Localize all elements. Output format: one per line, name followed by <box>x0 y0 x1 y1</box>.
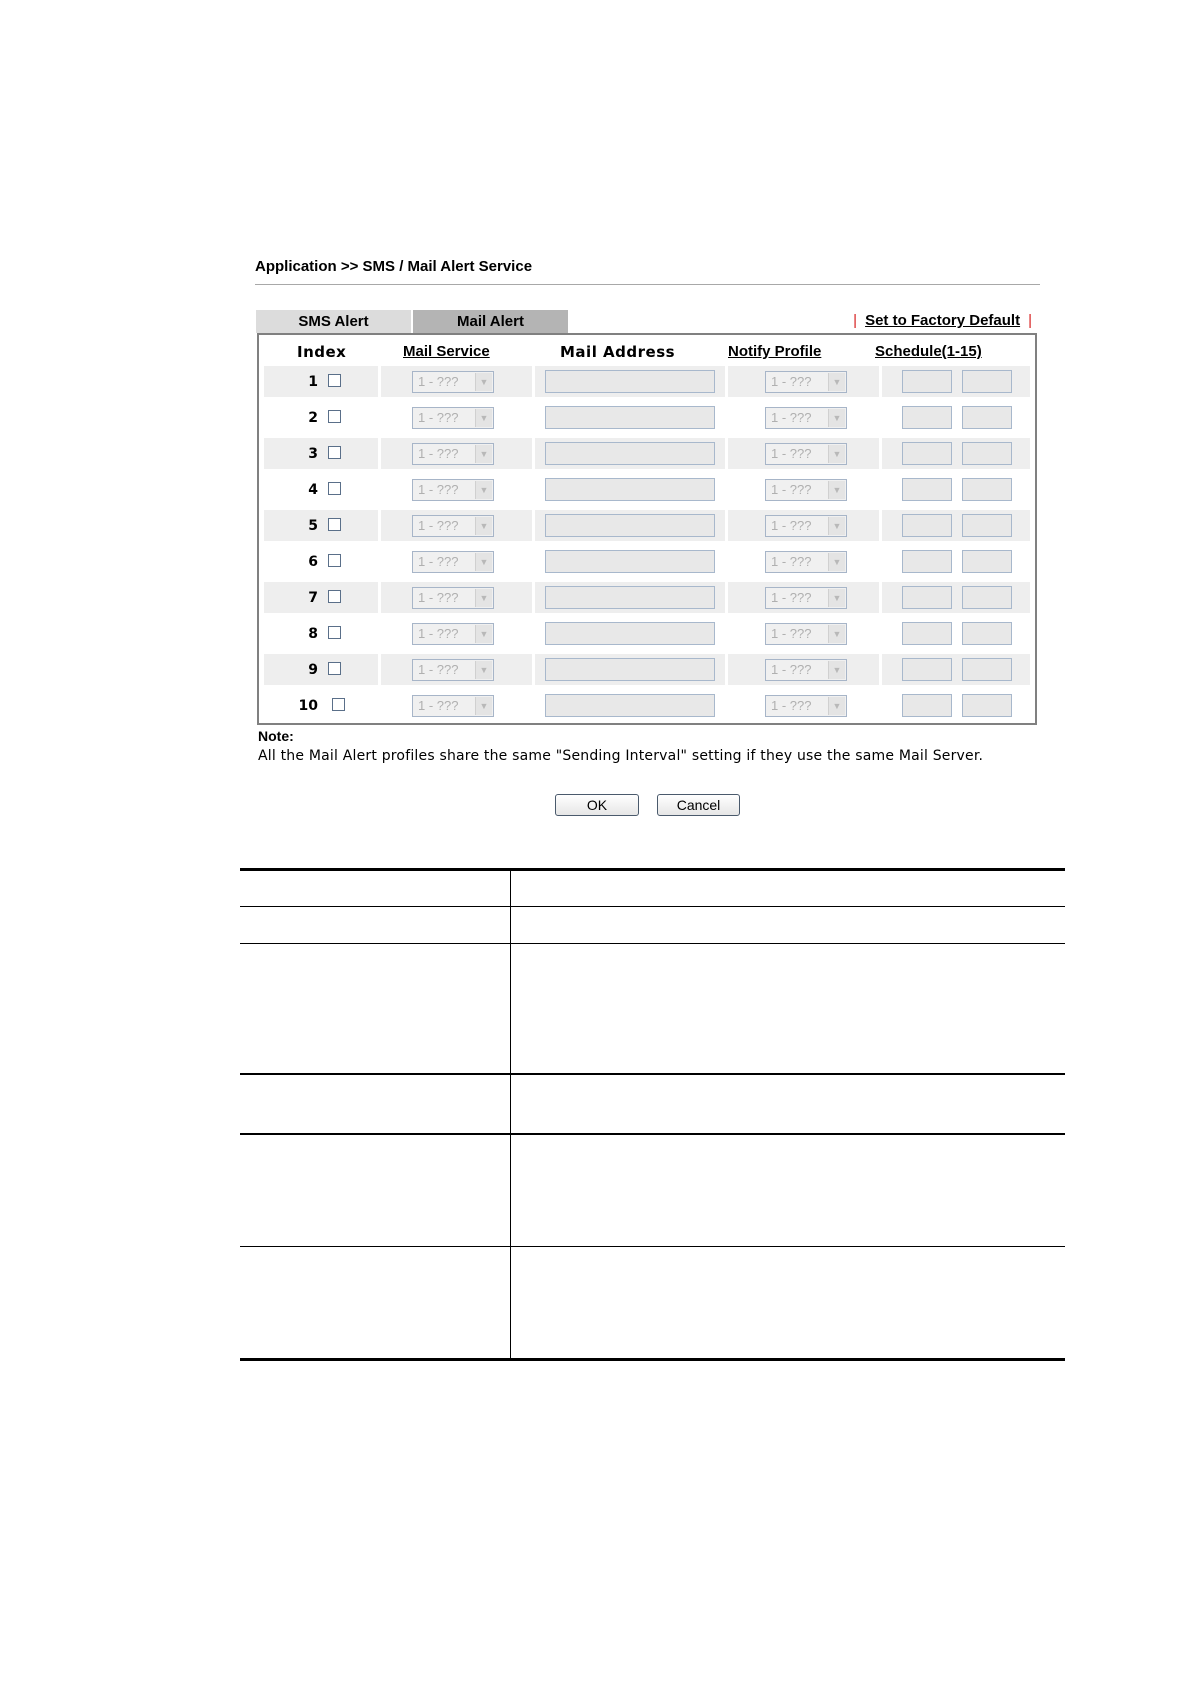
chevron-down-icon: ▼ <box>475 661 492 679</box>
index-cell <box>264 366 378 397</box>
mail-service-cell <box>381 618 532 649</box>
mail-address-input[interactable] <box>545 622 715 645</box>
notify-profile-value: 1 - ??? <box>771 590 812 605</box>
schedule-cell <box>882 582 1030 613</box>
notify-profile-value: 1 - ??? <box>771 662 812 677</box>
breadcrumb: Application >> SMS / Mail Alert Service <box>255 258 533 275</box>
schedule-input-1[interactable] <box>902 622 952 645</box>
mail-address-input[interactable] <box>545 658 715 681</box>
notify-profile-cell <box>728 654 879 685</box>
index-cell <box>264 690 378 721</box>
mail-address-cell <box>535 654 725 685</box>
row-index: 9 <box>308 662 318 678</box>
table-row <box>264 473 1030 506</box>
mail-service-cell <box>381 474 532 505</box>
index-cell <box>264 438 378 469</box>
index-cell <box>264 618 378 649</box>
schedule-input-1[interactable] <box>902 406 952 429</box>
breadcrumb-divider <box>255 284 1040 285</box>
note-title: Note: <box>258 728 294 744</box>
schedule-input-1[interactable] <box>902 442 952 465</box>
mail-service-select[interactable] <box>412 551 494 573</box>
table-row <box>264 689 1030 722</box>
notify-profile-value: 1 - ??? <box>771 518 812 533</box>
mail-address-cell <box>535 474 725 505</box>
chevron-down-icon: ▼ <box>828 697 845 715</box>
mail-service-value: 1 - ??? <box>418 554 459 569</box>
row-index: 4 <box>308 482 318 498</box>
notify-profile-value: 1 - ??? <box>771 626 812 641</box>
mail-address-cell <box>535 618 725 649</box>
chevron-down-icon: ▼ <box>828 481 845 499</box>
schedule-input-1[interactable] <box>902 586 952 609</box>
schedule-input-1[interactable] <box>902 658 952 681</box>
mail-service-value: 1 - ??? <box>418 482 459 497</box>
index-cell <box>264 546 378 577</box>
mail-service-value: 1 - ??? <box>418 374 459 389</box>
chevron-down-icon: ▼ <box>828 625 845 643</box>
chevron-down-icon: ▼ <box>828 517 845 535</box>
chevron-down-icon: ▼ <box>475 517 492 535</box>
row-index: 3 <box>308 446 318 462</box>
table-row <box>264 581 1030 614</box>
schedule-input-2[interactable] <box>962 550 1012 573</box>
separator: | <box>853 312 858 329</box>
mail-address-input[interactable] <box>545 406 715 429</box>
mail-service-cell <box>381 690 532 721</box>
table-rule <box>240 1133 1065 1135</box>
table-rule <box>240 943 1065 944</box>
mail-address-input[interactable] <box>545 550 715 573</box>
row-enable-checkbox[interactable] <box>328 374 341 387</box>
table-rule <box>240 868 1065 871</box>
notify-profile-select[interactable] <box>765 695 847 717</box>
mail-address-cell <box>535 438 725 469</box>
mail-service-cell <box>381 510 532 541</box>
table-row <box>264 545 1030 578</box>
column-header-mail-service[interactable]: Mail Service <box>403 343 490 360</box>
mail-service-value: 1 - ??? <box>418 446 459 461</box>
schedule-input-2[interactable] <box>962 406 1012 429</box>
chevron-down-icon: ▼ <box>475 697 492 715</box>
schedule-input-2[interactable] <box>962 442 1012 465</box>
table-rule <box>240 1246 1065 1247</box>
tab-mail-alert[interactable]: Mail Alert <box>413 310 568 333</box>
schedule-cell <box>882 402 1030 433</box>
notify-profile-select[interactable] <box>765 515 847 537</box>
row-index: 1 <box>308 374 318 390</box>
table-row <box>264 653 1030 686</box>
table-row <box>264 617 1030 650</box>
row-index: 5 <box>308 518 318 534</box>
mail-service-cell <box>381 654 532 685</box>
notify-profile-cell <box>728 690 879 721</box>
notify-profile-select[interactable] <box>765 551 847 573</box>
schedule-input-1[interactable] <box>902 478 952 501</box>
set-to-factory-default-link[interactable]: Set to Factory Default <box>865 312 1021 329</box>
row-index: 10 <box>298 698 318 714</box>
schedule-input-1[interactable] <box>902 370 952 393</box>
notify-profile-cell <box>728 438 879 469</box>
schedule-input-1[interactable] <box>902 550 952 573</box>
chevron-down-icon: ▼ <box>475 553 492 571</box>
note-text: All the Mail Alert profiles share the same "Sending Interval" setting if they use the same Mail Server. <box>258 748 984 764</box>
table-row <box>264 401 1030 434</box>
mail-address-cell <box>535 546 725 577</box>
index-cell <box>264 402 378 433</box>
notify-profile-select[interactable] <box>765 659 847 681</box>
mail-service-value: 1 - ??? <box>418 662 459 677</box>
row-enable-checkbox[interactable] <box>328 518 341 531</box>
table-rule <box>240 1073 1065 1075</box>
chevron-down-icon: ▼ <box>475 373 492 391</box>
tab-sms-alert[interactable]: SMS Alert <box>256 310 411 333</box>
mail-service-select[interactable] <box>412 407 494 429</box>
mail-service-select[interactable] <box>412 587 494 609</box>
mail-address-input[interactable] <box>545 370 715 393</box>
notify-profile-value: 1 - ??? <box>771 374 812 389</box>
notify-profile-value: 1 - ??? <box>771 698 812 713</box>
schedule-input-1[interactable] <box>902 514 952 537</box>
mail-address-input[interactable] <box>545 442 715 465</box>
notify-profile-cell <box>728 582 879 613</box>
column-header-schedule[interactable]: Schedule(1-15) <box>875 343 982 360</box>
notify-profile-select[interactable] <box>765 443 847 465</box>
separator: | <box>1028 312 1032 329</box>
mail-service-value: 1 - ??? <box>418 626 459 641</box>
mail-address-cell <box>535 582 725 613</box>
mail-service-cell <box>381 366 532 397</box>
notify-profile-select[interactable] <box>765 407 847 429</box>
chevron-down-icon: ▼ <box>475 589 492 607</box>
row-index: 2 <box>308 410 318 426</box>
ok-button[interactable]: OK <box>555 794 639 816</box>
schedule-cell <box>882 366 1030 397</box>
schedule-input-2[interactable] <box>962 694 1012 717</box>
mail-service-value: 1 - ??? <box>418 698 459 713</box>
mail-address-input[interactable] <box>545 514 715 537</box>
mail-address-input[interactable] <box>545 694 715 717</box>
mail-service-select[interactable] <box>412 515 494 537</box>
table-column-divider <box>510 868 511 1360</box>
row-index: 8 <box>308 626 318 642</box>
schedule-cell <box>882 474 1030 505</box>
schedule-input-2[interactable] <box>962 478 1012 501</box>
chevron-down-icon: ▼ <box>475 625 492 643</box>
mail-service-select[interactable] <box>412 443 494 465</box>
chevron-down-icon: ▼ <box>475 445 492 463</box>
mail-service-value: 1 - ??? <box>418 410 459 425</box>
mail-service-select[interactable] <box>412 659 494 681</box>
notify-profile-cell <box>728 402 879 433</box>
schedule-cell <box>882 438 1030 469</box>
chevron-down-icon: ▼ <box>828 589 845 607</box>
schedule-input-2[interactable] <box>962 514 1012 537</box>
row-enable-checkbox[interactable] <box>328 446 341 459</box>
index-cell <box>264 510 378 541</box>
notify-profile-cell <box>728 474 879 505</box>
mail-address-input[interactable] <box>545 478 715 501</box>
mail-service-select[interactable] <box>412 695 494 717</box>
chevron-down-icon: ▼ <box>828 553 845 571</box>
notify-profile-select[interactable] <box>765 479 847 501</box>
cancel-button[interactable]: Cancel <box>657 794 740 816</box>
notify-profile-cell <box>728 546 879 577</box>
notify-profile-select[interactable] <box>765 371 847 393</box>
table-row <box>264 437 1030 470</box>
chevron-down-icon: ▼ <box>828 661 845 679</box>
schedule-input-2[interactable] <box>962 622 1012 645</box>
factory-default-area <box>845 312 1040 329</box>
notify-profile-value: 1 - ??? <box>771 482 812 497</box>
chevron-down-icon: ▼ <box>475 409 492 427</box>
mail-alert-table <box>257 333 1037 725</box>
mail-address-cell <box>535 366 725 397</box>
schedule-cell <box>882 654 1030 685</box>
schedule-input-2[interactable] <box>962 370 1012 393</box>
mail-address-cell <box>535 402 725 433</box>
schedule-input-1[interactable] <box>902 694 952 717</box>
table-row <box>264 365 1030 398</box>
notify-profile-select[interactable] <box>765 623 847 645</box>
schedule-cell <box>882 690 1030 721</box>
schedule-cell <box>882 510 1030 541</box>
row-index: 6 <box>308 554 318 570</box>
schedule-input-2[interactable] <box>962 658 1012 681</box>
mail-service-cell <box>381 438 532 469</box>
table-rule <box>240 906 1065 907</box>
notify-profile-cell <box>728 510 879 541</box>
column-header-mail-address: Mail Address <box>560 343 676 361</box>
chevron-down-icon: ▼ <box>828 373 845 391</box>
row-enable-checkbox[interactable] <box>332 698 345 711</box>
notify-profile-select[interactable] <box>765 587 847 609</box>
column-header-index: Index <box>297 343 347 361</box>
mail-service-select[interactable] <box>412 623 494 645</box>
mail-service-value: 1 - ??? <box>418 518 459 533</box>
row-enable-checkbox[interactable] <box>328 662 341 675</box>
schedule-cell <box>882 618 1030 649</box>
row-enable-checkbox[interactable] <box>328 590 341 603</box>
row-index: 7 <box>308 590 318 606</box>
mail-service-cell <box>381 582 532 613</box>
row-enable-checkbox[interactable] <box>328 482 341 495</box>
column-header-notify-profile[interactable]: Notify Profile <box>728 343 822 360</box>
row-enable-checkbox[interactable] <box>328 626 341 639</box>
notify-profile-value: 1 - ??? <box>771 410 812 425</box>
mail-service-cell <box>381 402 532 433</box>
chevron-down-icon: ▼ <box>828 445 845 463</box>
notify-profile-value: 1 - ??? <box>771 554 812 569</box>
schedule-cell <box>882 546 1030 577</box>
index-cell <box>264 654 378 685</box>
chevron-down-icon: ▼ <box>475 481 492 499</box>
mail-service-cell <box>381 546 532 577</box>
mail-service-select[interactable] <box>412 371 494 393</box>
mail-address-cell <box>535 510 725 541</box>
notify-profile-cell <box>728 618 879 649</box>
notify-profile-cell <box>728 366 879 397</box>
chevron-down-icon: ▼ <box>828 409 845 427</box>
mail-service-value: 1 - ??? <box>418 590 459 605</box>
row-enable-checkbox[interactable] <box>328 410 341 423</box>
index-cell <box>264 582 378 613</box>
schedule-input-2[interactable] <box>962 586 1012 609</box>
mail-service-select[interactable] <box>412 479 494 501</box>
row-enable-checkbox[interactable] <box>328 554 341 567</box>
mail-address-input[interactable] <box>545 586 715 609</box>
notify-profile-value: 1 - ??? <box>771 446 812 461</box>
index-cell <box>264 474 378 505</box>
mail-address-cell <box>535 690 725 721</box>
table-rule <box>240 1358 1065 1361</box>
table-row <box>264 509 1030 542</box>
